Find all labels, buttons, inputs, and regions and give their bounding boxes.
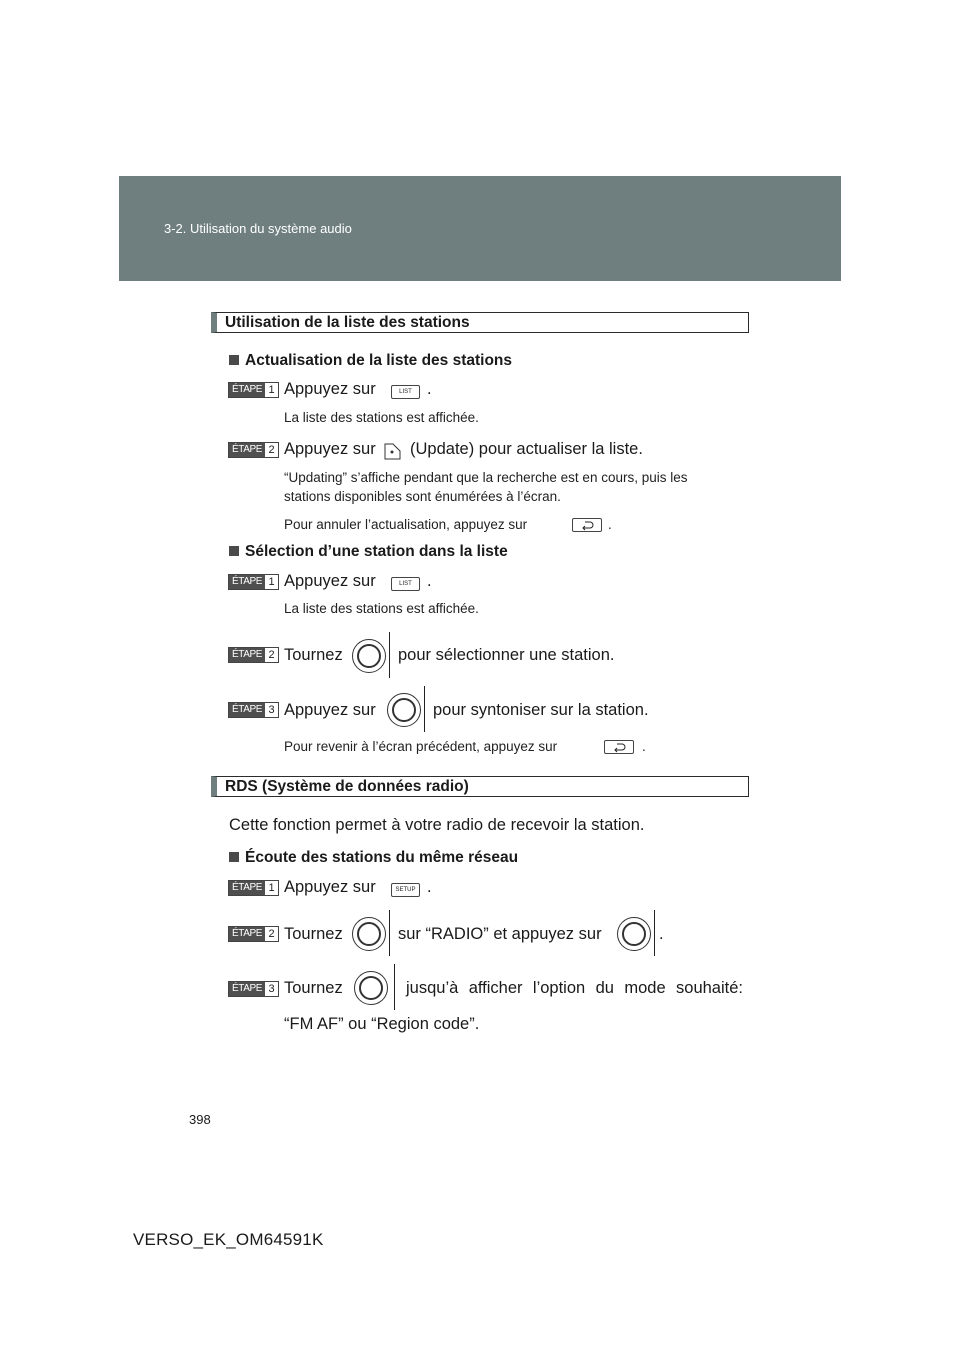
tune-knob-icon [352, 639, 386, 673]
step-badge: ÉTAPE 2 [228, 442, 279, 458]
document-code: VERSO_EK_OM64591K [133, 1230, 324, 1249]
step-note: La liste des stations est affichée. [284, 410, 479, 425]
intro-text: Cette fonction permet à votre radio de recevoir la station. [229, 816, 645, 834]
step-badge: ÉTAPE 2 [228, 647, 279, 663]
square-bullet-icon [229, 852, 239, 862]
step-badge: ÉTAPE 2 [228, 926, 279, 942]
square-bullet-icon [229, 355, 239, 365]
sub-heading-select-station: Sélection d’une station dans la liste [229, 543, 508, 561]
section-title-box-stations-list [211, 312, 749, 333]
list-button-icon: LIST [391, 577, 420, 591]
back-button-icon [572, 518, 602, 532]
step-badge: ÉTAPE 1 [228, 382, 279, 398]
step-badge: ÉTAPE 1 [228, 880, 279, 896]
sub-heading-update-list: Actualisation de la liste des stations [229, 352, 512, 370]
section-title: Utilisation de la liste des stations [225, 314, 470, 331]
section-title-box-rds [211, 776, 749, 797]
setup-button-icon: SETUP [391, 883, 420, 897]
list-button-icon: LIST [391, 385, 420, 399]
sub-heading-same-network: Écoute des stations du même réseau [229, 849, 518, 867]
tune-knob-icon [352, 917, 386, 951]
square-bullet-icon [229, 546, 239, 556]
section-title: RDS (Système de données radio) [225, 778, 469, 795]
step-badge: ÉTAPE 3 [228, 981, 279, 997]
update-tab-icon [384, 443, 401, 460]
tune-knob-icon [617, 917, 651, 951]
tune-knob-icon [387, 693, 421, 727]
back-button-icon [604, 740, 634, 754]
step-badge: ÉTAPE 3 [228, 702, 279, 718]
step-badge: ÉTAPE 1 [228, 574, 279, 590]
chapter-title: 3-2. Utilisation du système audio [164, 221, 352, 236]
tune-knob-icon [354, 971, 388, 1005]
step-text: Appuyez sur [284, 380, 376, 398]
page-number: 398 [189, 1112, 211, 1127]
